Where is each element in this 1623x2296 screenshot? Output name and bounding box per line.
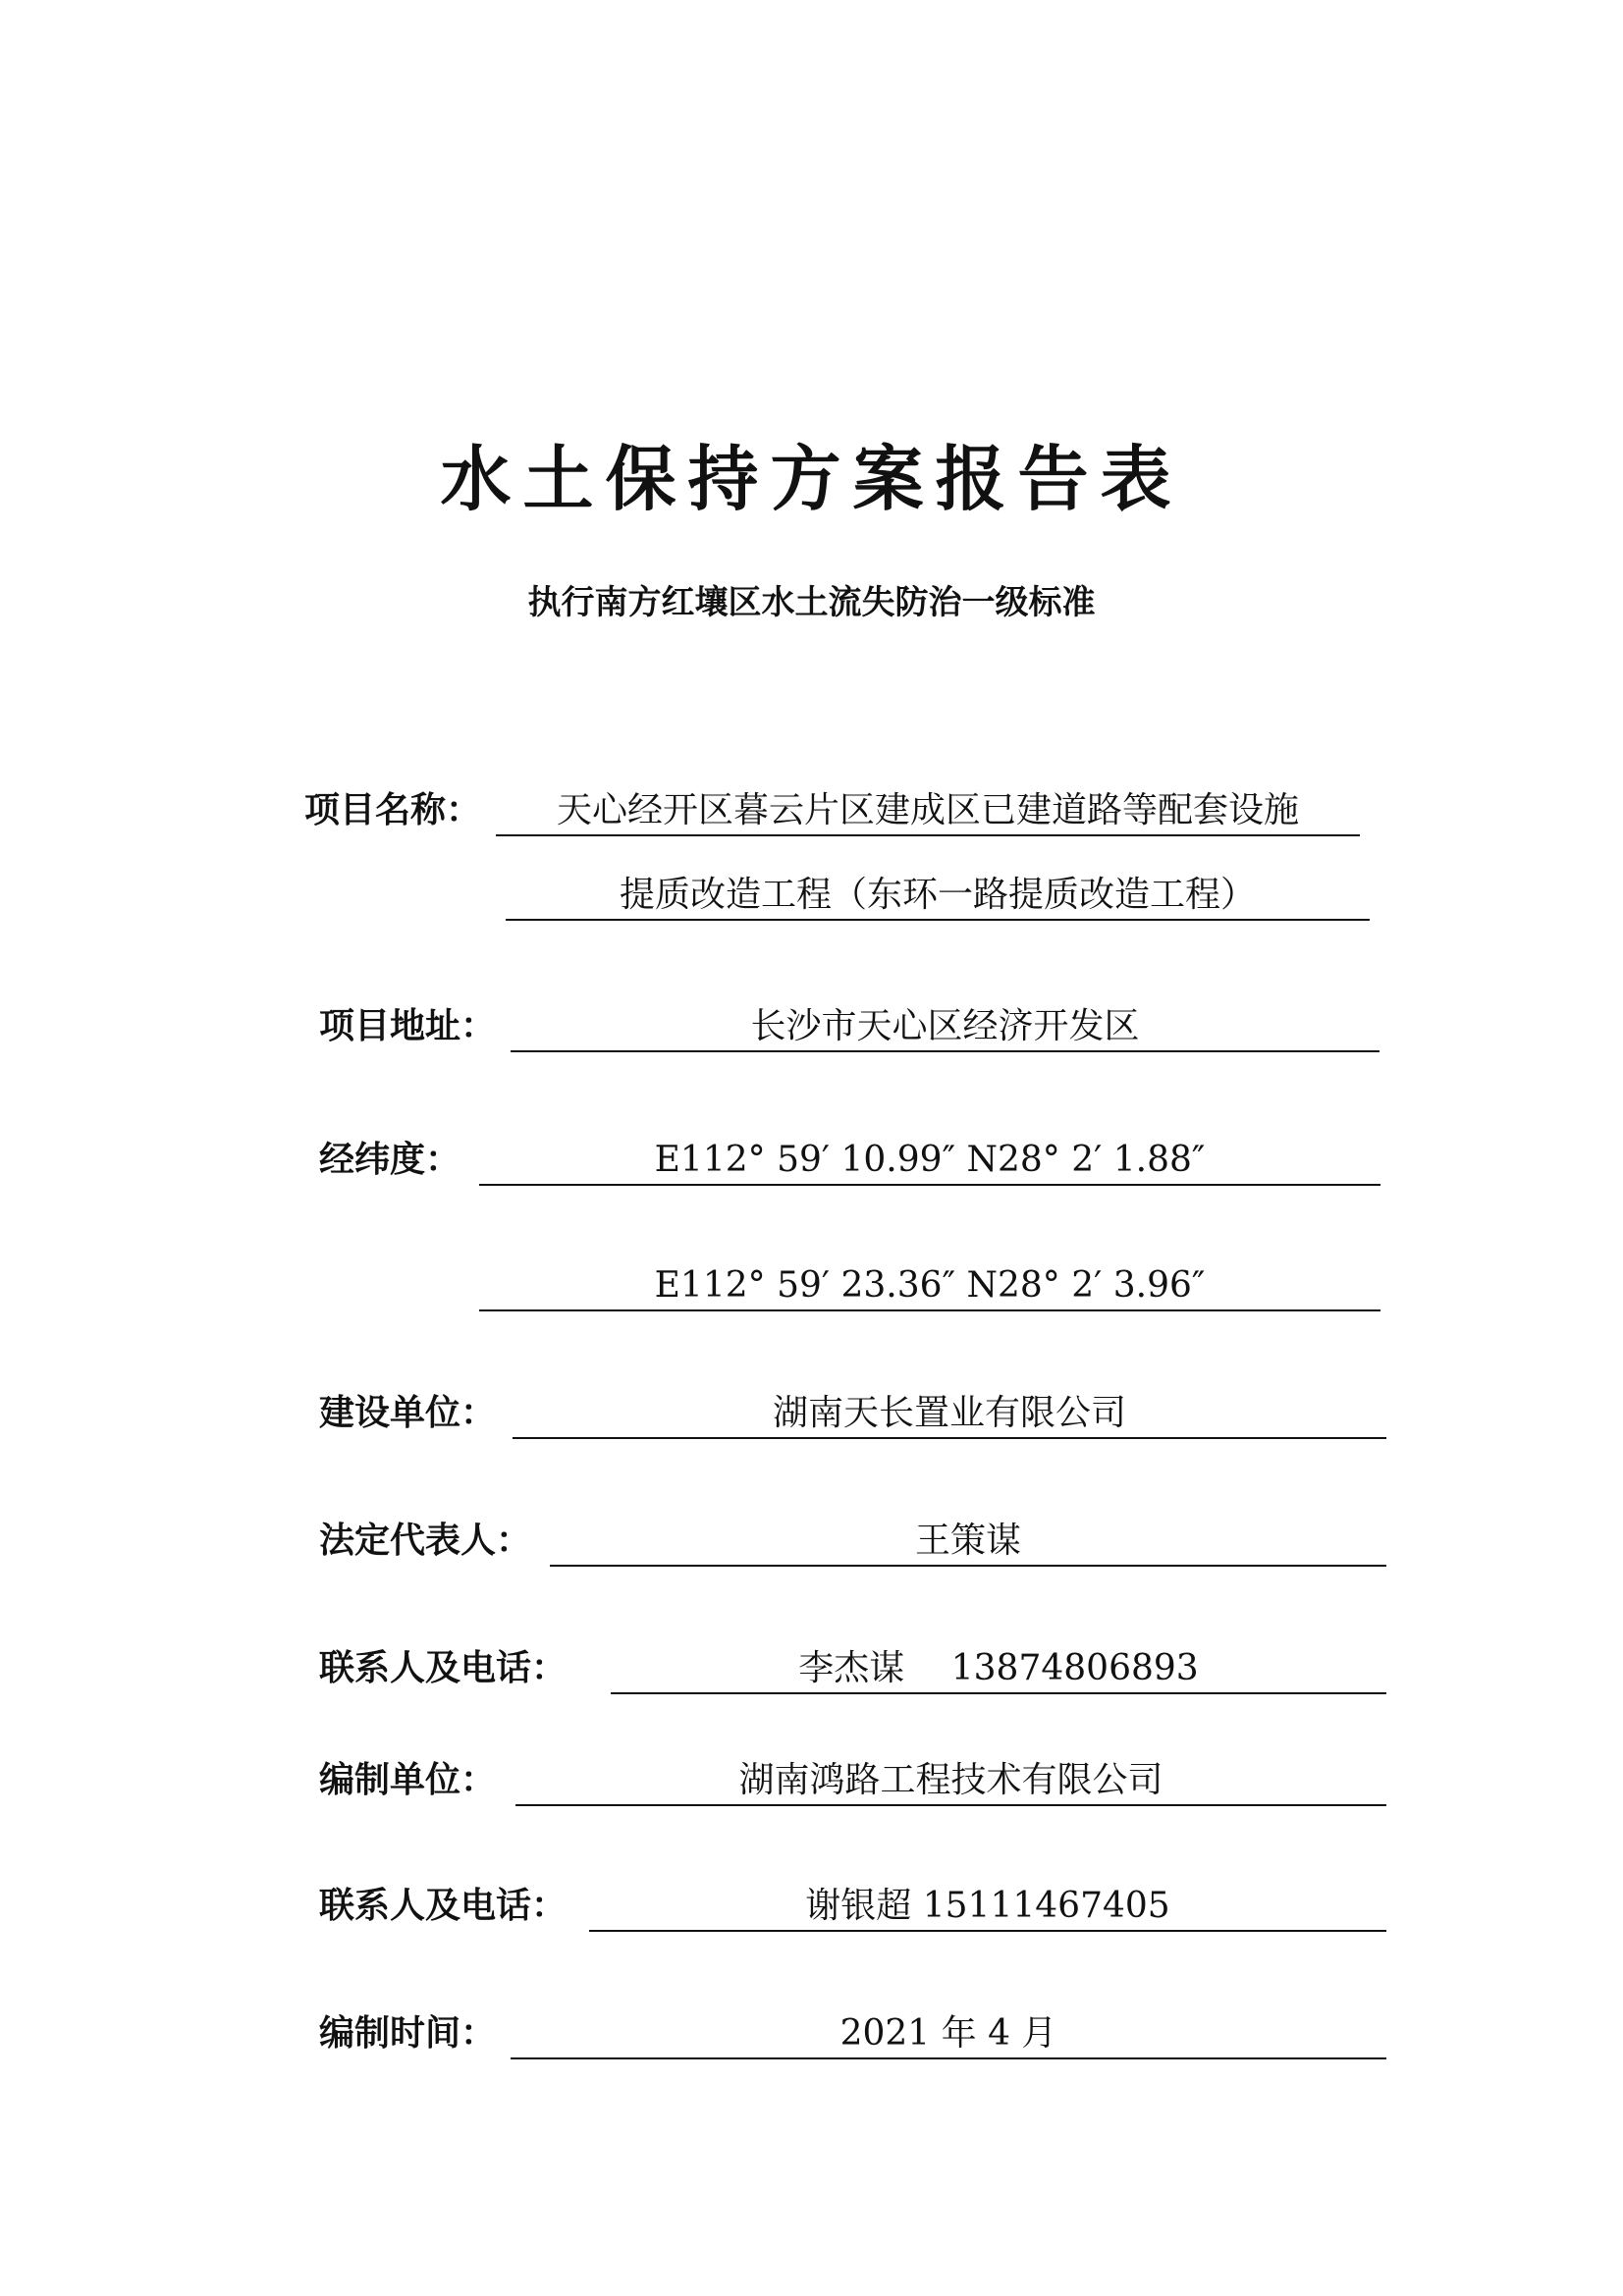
legal-rep-label: 法定代表人： — [319, 1521, 532, 1561]
construction-unit-value: 湖南天长置业有限公司 — [513, 1390, 1386, 1439]
coordinates-value-line2: E112° 59′ 23.36″ N28° 2′ 3.96″ — [479, 1262, 1380, 1311]
project-address-label: 项目地址： — [319, 1006, 497, 1046]
contact2-label: 联系人及电话： — [319, 1886, 568, 1926]
report-title: 水土保持方案报告表 — [440, 438, 1183, 520]
compiling-unit-label: 编制单位： — [319, 1760, 497, 1800]
construction-unit-label: 建设单位： — [319, 1393, 497, 1433]
project-name-value-line1: 天心经开区暮云片区建成区已建道路等配套设施 — [496, 787, 1360, 836]
report-subtitle: 执行南方红壤区水土流失防治一级标准 — [527, 583, 1096, 622]
compile-date-label: 编制时间： — [319, 2013, 497, 2054]
compiling-unit-value: 湖南鸿路工程技术有限公司 — [515, 1757, 1386, 1806]
project-address-value: 长沙市天心区经济开发区 — [511, 1003, 1380, 1052]
legal-rep-value: 王策谋 — [550, 1518, 1386, 1567]
coordinates-label: 经纬度： — [319, 1140, 461, 1180]
contact1-label: 联系人及电话： — [319, 1648, 568, 1688]
compile-date-value: 2021 年 4 月 — [511, 2010, 1386, 2059]
project-name-label: 项目名称： — [304, 790, 482, 830]
coordinates-value-line1: E112° 59′ 10.99″ N28° 2′ 1.88″ — [479, 1137, 1380, 1186]
contact1-value: 李杰谋 13874806893 — [611, 1645, 1386, 1694]
contact2-value: 谢银超 15111467405 — [589, 1883, 1386, 1932]
project-name-value-line2: 提质改造工程（东环一路提质改造工程） — [506, 872, 1370, 921]
